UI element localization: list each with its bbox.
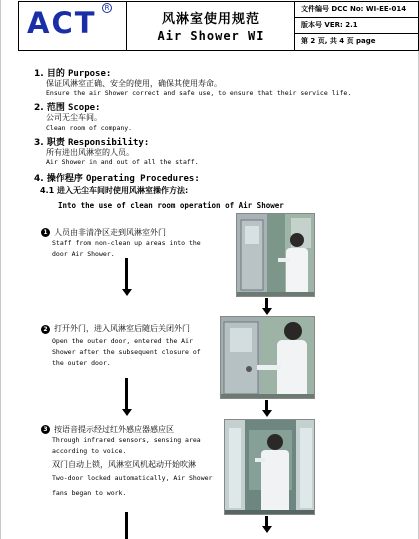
arrow-down-icon (262, 400, 272, 418)
step-2-text-cn: 打开外门，进入风淋室后随后关闭外门 (54, 324, 190, 333)
arrow-down-icon (262, 516, 272, 539)
purpose-heading-en: Purpose: (67, 69, 112, 79)
scope-text-en: Clean room of company. (46, 124, 133, 132)
procedure-intro-en: Into the use of clean room operation of Air Shower (58, 201, 284, 210)
step-3-text-en-line4: fans began to work. (52, 489, 127, 497)
meta-cell (295, 2, 419, 50)
step-3-number-icon: 3 (41, 425, 50, 434)
responsibility-text-cn: 所有进出风淋室的人员。 (46, 148, 134, 157)
responsibility-heading-en: Responsibility: (67, 138, 150, 148)
step-2-text-en-line1: Open the outer door, entered the Air (52, 337, 193, 345)
document-header (18, 1, 419, 51)
purpose-text-en: Ensure the air Shower correct and safe use, to ensure that their service life. (46, 89, 352, 97)
purpose-text-cn: 保证风淋室正确、安全的使用，确保其使用寿命。 (46, 79, 222, 88)
registered-mark-icon: R (102, 3, 112, 13)
step-1-text-en-line2: door Air Shower. (52, 250, 115, 258)
logo-cell (19, 2, 127, 50)
arrow-down-icon (122, 512, 132, 539)
scope-heading-en: Scope: (67, 103, 101, 113)
step-2-photo (220, 316, 315, 399)
title-cell (127, 2, 295, 50)
step-3-text-en-line3: Two-door locked automatically, Air Shower (52, 474, 213, 482)
responsibility-text-en: Air Shower in and out of all the staff. (46, 158, 199, 166)
step-1-text-cn: 人员由非清净区走到风淋室外门 (54, 228, 166, 237)
version-number: 版本号 VER: 2.1 (295, 18, 419, 34)
step-1-text-en-line1: Staff from non-clean up areas into the (52, 239, 201, 247)
scope-text-cn: 公司无尘车间。 (46, 113, 102, 122)
purpose-heading-cn: 1. 目的 (34, 69, 65, 79)
arrow-down-icon (122, 378, 132, 417)
procedures-heading-cn: 4. 操作程序 (34, 174, 83, 184)
step-2-number-icon: 2 (41, 325, 50, 334)
procedure-subheading: 4.1 进入无尘车间时使用风淋室操作方法: (40, 186, 189, 195)
step-1-number-icon: 1 (41, 228, 50, 237)
doc-number: 文件编号 DCC No: WI-EE-014 (295, 2, 419, 18)
arrow-down-icon (262, 298, 272, 316)
step-2-text-en-line3: the outer door. (52, 359, 111, 367)
step-3-text-en-line1: Through infrared sensors, sensing area (52, 436, 201, 444)
step-3-text-en-line2: according to voice. (52, 447, 127, 455)
document-title-cn: 风淋室使用规范 (161, 12, 260, 27)
step-3-photo (224, 419, 315, 515)
procedures-heading-en: Operating Procedures: (85, 174, 200, 184)
scope-heading-cn: 2. 范围 (34, 103, 65, 113)
step-2-text-en-line2: Shower after the subsequent closure of (52, 348, 201, 356)
page-number: 第 2 页, 共 4 页 page (301, 37, 376, 45)
arrow-down-icon (122, 258, 132, 297)
document-title-en: Air Shower WI (157, 29, 265, 43)
step-3-text-cn-line2: 双门自动上锁，风淋室风机起动开始吹淋 (52, 460, 196, 469)
company-logo: ACT (27, 6, 97, 40)
responsibility-heading-cn: 3. 职责 (34, 138, 65, 148)
procedures-heading (34, 171, 200, 184)
step-3-text-cn: 按语音提示经过红外感应器感应区 (54, 425, 174, 434)
step-1-photo (236, 213, 315, 297)
